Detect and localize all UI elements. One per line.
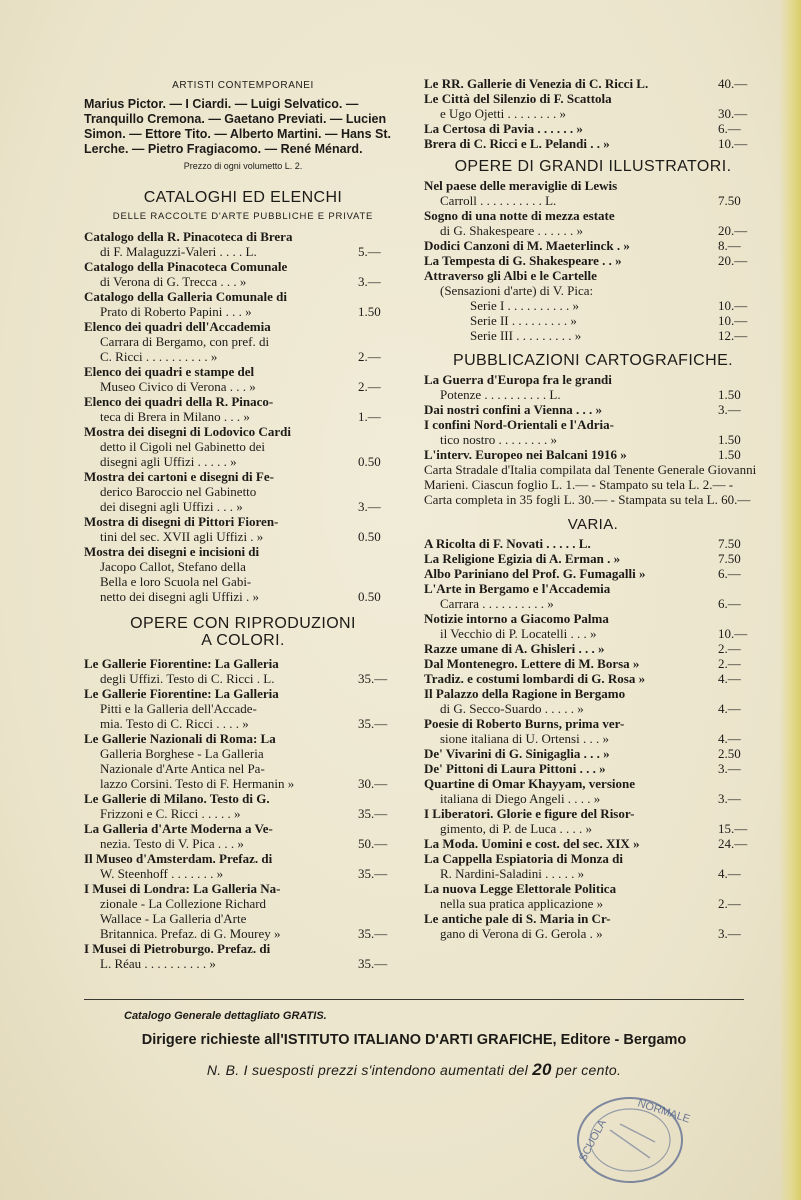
varia-entry-line: R. Nardini-Saladini . . . . . » xyxy=(440,866,585,881)
catalogo-entry-line: tini del sec. XVII agli Uffizi . » xyxy=(100,529,264,544)
riproduzione-entry-line: Pitti e la Galleria dell'Accade- xyxy=(100,701,257,716)
riproduzione-entry-price: 50.— xyxy=(358,836,388,851)
varia-entry-price: 2.— xyxy=(718,641,741,656)
serie-price: 10.— xyxy=(718,313,748,328)
catalogo-entry-line: dei disegni agli Uffizi . . . » xyxy=(100,499,243,514)
catalogo-entry-price: 3.— xyxy=(358,499,381,514)
varia-entry-line: gimento, di P. de Luca . . . . » xyxy=(440,821,593,836)
varia-entry xyxy=(424,911,762,941)
cataloghi-list xyxy=(84,229,402,604)
cartografica-entry-line: Potenze . . . . . . . . . . L. xyxy=(440,387,561,402)
riproduzioni-list xyxy=(84,656,402,971)
varia-entry-line: il Vecchio di P. Locatelli . . . » xyxy=(440,626,597,641)
catalogo-entry xyxy=(84,319,402,364)
riproduzione-entry-price: 35.— xyxy=(358,956,388,971)
catalogo-entry xyxy=(84,424,402,469)
varia-entry-line: La Cappella Espiatoria di Monza di xyxy=(424,851,623,866)
varia-entry xyxy=(424,806,762,836)
riproduzione-entry-line: Le Gallerie Nazionali di Roma: La xyxy=(84,731,276,746)
cartografica-entry-line: La Guerra d'Europa fra le grandi xyxy=(424,372,612,387)
illustratore-entry-price: 20.— xyxy=(718,253,748,268)
catalogo-entry xyxy=(84,364,402,394)
catalogo-entry-line: teca di Brera in Milano . . . » xyxy=(100,409,250,424)
varia-entry-price: 4.— xyxy=(718,731,741,746)
riproduzione-entry-line: Wallace - La Galleria d'Arte xyxy=(100,911,247,926)
catalogo-entry-price: 1.— xyxy=(358,409,381,424)
varia-entry-price: 2.— xyxy=(718,896,741,911)
varia-entry-line: nella sua pratica applicazione » xyxy=(440,896,604,911)
riproduzione-entry-line: mia. Testo di C. Ricci . . . . » xyxy=(100,716,249,731)
catalogo-entry-price: 5.— xyxy=(358,244,381,259)
catalogo-entry-line: derico Baroccio nel Gabinetto xyxy=(100,484,257,499)
illustratore-entry-line: Attraverso gli Albi e le Cartelle xyxy=(424,268,597,283)
left-column xyxy=(84,78,402,971)
catalogo-entry-line: C. Ricci . . . . . . . . . . » xyxy=(100,349,218,364)
catalogo-entry xyxy=(84,229,402,259)
illustratore-entry-line: Carroll . . . . . . . . . . L. xyxy=(440,193,557,208)
riproduzione-entry-line: W. Steenhoff . . . . . . . » xyxy=(100,866,224,881)
varia-entry-line: sione italiana di U. Ortensi . . . » xyxy=(440,731,609,746)
illustratore-entry xyxy=(424,238,762,253)
cartografica-entry-line: L'interv. Europeo nei Balcani 1916 » xyxy=(424,447,627,462)
cartografica-entry xyxy=(424,372,762,402)
varia-entry-line: gano di Verona di G. Gerola . » xyxy=(440,926,603,941)
cataloghi-subheading: DELLE RACCOLTE D'ARTE PUBBLICHE E PRIVATE xyxy=(112,211,374,222)
riproduzione-entry-price: 35.— xyxy=(358,716,388,731)
riproduzione-entry xyxy=(84,821,402,851)
artisti-names: Marius Pictor. — I Ciardi. — Luigi Selvatico. — Tranquillo Cremona. — Gaetano Previati. — Lucien Simon. — Ettore Tito. — Alberto Martini. — Hans St. Lerche. — Pietro Fragiacomo. — René Ménard. xyxy=(84,97,391,156)
illustratore-entry-price: 7.50 xyxy=(718,193,741,208)
varia-entry-line: italiana di Diego Angeli . . . . » xyxy=(440,791,601,806)
venezia-entry xyxy=(424,136,762,151)
varia-entry xyxy=(424,716,762,746)
catalogo-entry xyxy=(84,514,402,544)
varia-entry-price: 2.50 xyxy=(718,746,741,761)
varia-entry-line: La Moda. Uomini e cost. del sec. XIX » xyxy=(424,836,640,851)
catalogo-entry-price: 3.— xyxy=(358,274,381,289)
page-edge-stain xyxy=(779,0,801,1200)
catalogo-entry-line: netto dei disegni agli Uffizi . » xyxy=(100,589,259,604)
varia-entry-line: Notizie intorno a Giacomo Palma xyxy=(424,611,609,626)
nota-prezzi-percent: 20 xyxy=(532,1060,552,1079)
illustratore-entry xyxy=(424,253,762,268)
riproduzione-entry-line: nezia. Testo di V. Pica . . . » xyxy=(100,836,244,851)
catalogo-entry-line: Mostra dei disegni di Lodovico Cardi xyxy=(84,424,291,439)
cartografica-entry-price: 1.50 xyxy=(718,387,741,402)
cartografica-entry-price: 1.50 xyxy=(718,432,741,447)
varia-entry xyxy=(424,761,762,776)
varia-entry-price: 24.— xyxy=(718,836,748,851)
cartografica-entry-price: 1.50 xyxy=(718,447,741,462)
venezia-entry-price: 40.— xyxy=(718,76,748,91)
cartografiche-list xyxy=(424,372,762,462)
serie-entry xyxy=(424,313,762,328)
catalogo-entry-line: Carrara di Bergamo, con pref. di xyxy=(100,334,270,349)
varia-entry xyxy=(424,671,762,686)
riproduzione-entry-line: Le Gallerie di Milano. Testo di G. xyxy=(84,791,270,806)
riproduzione-entry-line: Le Gallerie Fiorentine: La Galleria xyxy=(84,656,279,671)
riproduzione-entry-line: degli Uffizi. Testo di C. Ricci . L. xyxy=(100,671,275,686)
varia-entry xyxy=(424,536,762,551)
catalogo-entry-line: Catalogo della Pinacoteca Comunale xyxy=(84,259,288,274)
riproduzione-entry-line: Galleria Borghese - La Galleria xyxy=(100,746,264,761)
varia-entry-line: Le antiche pale di S. Maria in Cr- xyxy=(424,911,611,926)
riproduzione-entry-line: Britannica. Prefaz. di G. Mourey » xyxy=(100,926,281,941)
carta-stradale-entry: Carta Stradale d'Italia compilata dal Tenente Generale Giovanni Marieni. Ciascun foglio L. 1.— - Stampato su tela L. 2.— - Carta completa in 35 fogli L. 30.— - Stampata su tela L. 60.— xyxy=(424,462,757,507)
stamp-text-side: SCUOLA xyxy=(577,1117,609,1164)
cartografica-entry-line: Dai nostri confini a Vienna . . . » xyxy=(424,402,603,417)
varia-entry xyxy=(424,746,762,761)
catalogo-entry-line: Bella e loro Scuola nel Gabi- xyxy=(100,574,252,589)
riproduzione-entry-price: 35.— xyxy=(358,671,388,686)
catalogo-entry-line: di F. Malaguzzi-Valeri . . . . L. xyxy=(100,244,257,259)
varia-entry-price: 7.50 xyxy=(718,536,741,551)
varia-entry xyxy=(424,851,762,881)
venezia-entry-line: Brera di C. Ricci e L. Pelandi . . » xyxy=(424,136,610,151)
riproduzione-entry xyxy=(84,731,402,791)
footer-divider xyxy=(84,999,744,1000)
venezia-entry xyxy=(424,76,762,91)
varia-entry xyxy=(424,656,762,671)
serie-label: Serie I . . . . . . . . . . » xyxy=(470,298,580,313)
varia-entry xyxy=(424,641,762,656)
stamp-inner-ring xyxy=(590,1109,670,1171)
cartografica-entry-line: tico nostro . . . . . . . . » xyxy=(440,432,557,447)
venezia-entry-line: La Certosa di Pavia . . . . . . » xyxy=(424,121,583,136)
varia-entry-line: De' Pittoni di Laura Pittoni . . . » xyxy=(424,761,606,776)
cartografica-entry xyxy=(424,417,762,447)
varia-entry-price: 3.— xyxy=(718,791,741,806)
illustratore-entry-price: 8.— xyxy=(718,238,741,253)
riproduzione-entry-line: Frizzoni e C. Ricci . . . . . » xyxy=(100,806,241,821)
riproduzione-entry xyxy=(84,881,402,941)
riproduzione-entry xyxy=(84,851,402,881)
riproduzione-entry-price: 30.— xyxy=(358,776,388,791)
varia-entry-line: La nuova Legge Elettorale Politica xyxy=(424,881,617,896)
varia-entry-line: Carrara . . . . . . . . . . » xyxy=(440,596,554,611)
varia-entry-price: 3.— xyxy=(718,761,741,776)
riproduzione-entry-line: lazzo Corsini. Testo di F. Hermanin » xyxy=(100,776,295,791)
varia-entry-line: Quartine di Omar Khayyam, versione xyxy=(424,776,636,791)
varia-entry-line: I Liberatori. Glorie e figure del Risor- xyxy=(424,806,635,821)
footer-nota-prezzi xyxy=(84,1060,744,1080)
right-column xyxy=(424,76,762,941)
catalogo-entry-line: Catalogo della R. Pinacoteca di Brera xyxy=(84,229,293,244)
catalogo-entry-line: Museo Civico di Verona . . . » xyxy=(100,379,256,394)
riproduzioni-heading-1: OPERE CON RIPRODUZIONI xyxy=(130,615,356,632)
catalogo-entry-line: di Verona di G. Trecca . . . » xyxy=(100,274,247,289)
catalogo-entry xyxy=(84,259,402,289)
catalogo-entry xyxy=(84,544,402,604)
serie-label: Serie II . . . . . . . . . » xyxy=(470,313,577,328)
riproduzione-entry-line: I Musei di Londra: La Galleria Na- xyxy=(84,881,281,896)
riproduzione-entry xyxy=(84,791,402,821)
serie-label: Serie III . . . . . . . . . » xyxy=(470,328,582,343)
catalogo-entry-price: 2.— xyxy=(358,379,381,394)
illustratore-entry-price: 20.— xyxy=(718,223,748,238)
riproduzione-entry-price: 35.— xyxy=(358,806,388,821)
catalogo-entry-line: Mostra dei disegni e incisioni di xyxy=(84,544,260,559)
catalogo-entry-line: Prato di Roberto Papini . . . » xyxy=(100,304,252,319)
varia-entry xyxy=(424,611,762,641)
stamp-marks xyxy=(610,1124,655,1158)
illustratori-heading: OPERE DI GRANDI ILLUSTRATORI. xyxy=(454,158,732,175)
riproduzione-entry-line: L. Réau . . . . . . . . . . » xyxy=(100,956,216,971)
venezia-list xyxy=(424,76,762,151)
stamp-text-top: NORMALE xyxy=(636,1097,692,1126)
riproduzione-entry-line: Nazionale d'Arte Antica nel Pa- xyxy=(100,761,265,776)
catalogo-entry-line: Elenco dei quadri e stampe del xyxy=(84,364,255,379)
varia-heading: VARIA. xyxy=(567,516,619,533)
varia-entry-price: 3.— xyxy=(718,926,741,941)
serie-price: 12.— xyxy=(718,328,748,343)
varia-entry-price: 6.— xyxy=(718,596,741,611)
library-stamp xyxy=(565,1080,695,1190)
catalogo-entry-line: Elenco dei quadri dell'Accademia xyxy=(84,319,271,334)
catalogo-entry-line: detto il Cigoli nel Gabinetto dei xyxy=(100,439,266,454)
illustratore-entry xyxy=(424,268,762,298)
varia-entry-price: 2.— xyxy=(718,656,741,671)
nota-prezzi-text: N. B. I suesposti prezzi s'intendono aumentati del xyxy=(206,1062,528,1078)
artisti-heading: ARTISTI CONTEMPORANEI xyxy=(172,80,314,91)
illustratore-entry xyxy=(424,178,762,208)
riproduzione-entry-line: La Galleria d'Arte Moderna a Ve- xyxy=(84,821,273,836)
venezia-entry-price: 10.— xyxy=(718,136,748,151)
illustratore-entry-line: di G. Shakespeare . . . . . . » xyxy=(440,223,583,238)
varia-entry xyxy=(424,836,762,851)
venezia-entry-price: 6.— xyxy=(718,121,741,136)
varia-entry-line: L'Arte in Bergamo e l'Accademia xyxy=(424,581,611,596)
varia-entry xyxy=(424,581,762,611)
varia-entry xyxy=(424,551,762,566)
illustratore-entry-line: La Tempesta di G. Shakespeare . . » xyxy=(424,253,622,268)
cartografica-entry xyxy=(424,402,762,417)
catalogo-entry-line: Mostra di disegni di Pittori Fioren- xyxy=(84,514,279,529)
riproduzione-entry xyxy=(84,656,402,686)
varia-entry-price: 15.— xyxy=(718,821,748,836)
venezia-entry xyxy=(424,91,762,121)
riproduzione-entry xyxy=(84,686,402,731)
catalogo-entry-price: 2.— xyxy=(358,349,381,364)
varia-entry-line: Dal Montenegro. Lettere di M. Borsa » xyxy=(424,656,640,671)
venezia-entry-line: e Ugo Ojetti . . . . . . . . » xyxy=(440,106,567,121)
varia-entry-price: 4.— xyxy=(718,671,741,686)
varia-entry xyxy=(424,776,762,806)
catalogo-entry-line: Mostra dei cartoni e disegni di Fe- xyxy=(84,469,274,484)
catalogo-entry-line: Jacopo Callot, Stefano della xyxy=(100,559,246,574)
illustratore-entry-line: (Sensazioni d'arte) di V. Pica: xyxy=(440,283,594,298)
riproduzione-entry-line: zionale - La Collezione Richard xyxy=(100,896,267,911)
catalogo-entry-price: 0.50 xyxy=(358,529,381,544)
footer xyxy=(84,1010,744,1080)
varia-entry-line: La Religione Egizia di A. Erman . » xyxy=(424,551,621,566)
varia-entry-line: Il Palazzo della Ragione in Bergamo xyxy=(424,686,626,701)
catalogo-entry-line: Catalogo della Galleria Comunale di xyxy=(84,289,287,304)
catalogo-entry xyxy=(84,289,402,319)
serie-price: 10.— xyxy=(718,298,748,313)
varia-entry-price: 7.50 xyxy=(718,551,741,566)
cataloghi-heading: CATALOGHI ED ELENCHI xyxy=(143,189,343,206)
varia-entry-line: De' Vivarini di G. Sinigaglia . . . » xyxy=(424,746,610,761)
riproduzioni-heading-2: A COLORI. xyxy=(201,632,285,649)
varia-list xyxy=(424,536,762,941)
venezia-entry-line: Le Città del Silenzio di F. Scattola xyxy=(424,91,612,106)
serie-list xyxy=(424,298,762,343)
venezia-entry-line: Le RR. Gallerie di Venezia di C. Ricci L. xyxy=(424,76,649,91)
catalogo-entry xyxy=(84,469,402,514)
footer-catalogo-gratis: Catalogo Generale dettagliato GRATIS. xyxy=(124,1010,327,1022)
riproduzione-entry-price: 35.— xyxy=(358,926,388,941)
varia-entry-line: Tradiz. e costumi lombardi di G. Rosa » xyxy=(424,671,646,686)
venezia-entry xyxy=(424,121,762,136)
riproduzione-entry xyxy=(84,941,402,971)
illustratore-entry xyxy=(424,208,762,238)
cartografiche-heading: PUBBLICAZIONI CARTOGRAFICHE. xyxy=(453,352,733,369)
varia-entry-price: 4.— xyxy=(718,701,741,716)
varia-entry-price: 10.— xyxy=(718,626,748,641)
catalogo-entry xyxy=(84,394,402,424)
catalogo-entry-price: 0.50 xyxy=(358,454,381,469)
varia-entry xyxy=(424,566,762,581)
varia-entry-price: 4.— xyxy=(718,866,741,881)
cartografica-entry-price: 3.— xyxy=(718,402,741,417)
varia-entry-line: Albo Pariniano del Prof. G. Fumagalli » xyxy=(424,566,646,581)
riproduzione-entry-line: Il Museo d'Amsterdam. Prefaz. di xyxy=(84,851,273,866)
varia-entry xyxy=(424,686,762,716)
varia-entry-line: Razze umane di A. Ghisleri . . . » xyxy=(424,641,605,656)
artisti-price-note: Prezzo di ogni volumetto L. 2. xyxy=(183,161,303,171)
cartografica-entry-line: I confini Nord-Orientali e l'Adria- xyxy=(424,417,614,432)
footer-richieste: Dirigere richieste all'ISTITUTO ITALIANO D'ARTI GRAFICHE, Editore - Bergamo xyxy=(141,1032,687,1048)
cartografica-entry xyxy=(424,447,762,462)
illustratore-entry-line: Sogno di una notte di mezza estate xyxy=(424,208,615,223)
illustratori-list xyxy=(424,178,762,298)
riproduzione-entry-line: I Musei di Pietroburgo. Prefaz. di xyxy=(84,941,271,956)
illustratore-entry-line: Dodici Canzoni di M. Maeterlinck . » xyxy=(424,238,630,253)
catalogo-entry-line: Elenco dei quadri della R. Pinaco- xyxy=(84,394,274,409)
illustratore-entry-line: Nel paese delle meraviglie di Lewis xyxy=(424,178,618,193)
catalogo-entry-price: 0.50 xyxy=(358,589,381,604)
varia-entry-line: di G. Secco-Suardo . . . . . » xyxy=(440,701,584,716)
varia-entry-line: A Ricolta di F. Novati . . . . . L. xyxy=(424,536,591,551)
varia-entry-line: Poesie di Roberto Burns, prima ver- xyxy=(424,716,625,731)
serie-entry xyxy=(424,328,762,343)
venezia-entry-price: 30.— xyxy=(718,106,748,121)
varia-entry xyxy=(424,881,762,911)
catalogo-entry-line: disegni agli Uffizi . . . . . » xyxy=(100,454,237,469)
nota-prezzi-suffix: per cento. xyxy=(555,1062,622,1078)
varia-entry-price: 6.— xyxy=(718,566,741,581)
riproduzione-entry-price: 35.— xyxy=(358,866,388,881)
serie-entry xyxy=(424,298,762,313)
catalogo-entry-price: 1.50 xyxy=(358,304,381,319)
riproduzione-entry-line: Le Gallerie Fiorentine: La Galleria xyxy=(84,686,279,701)
